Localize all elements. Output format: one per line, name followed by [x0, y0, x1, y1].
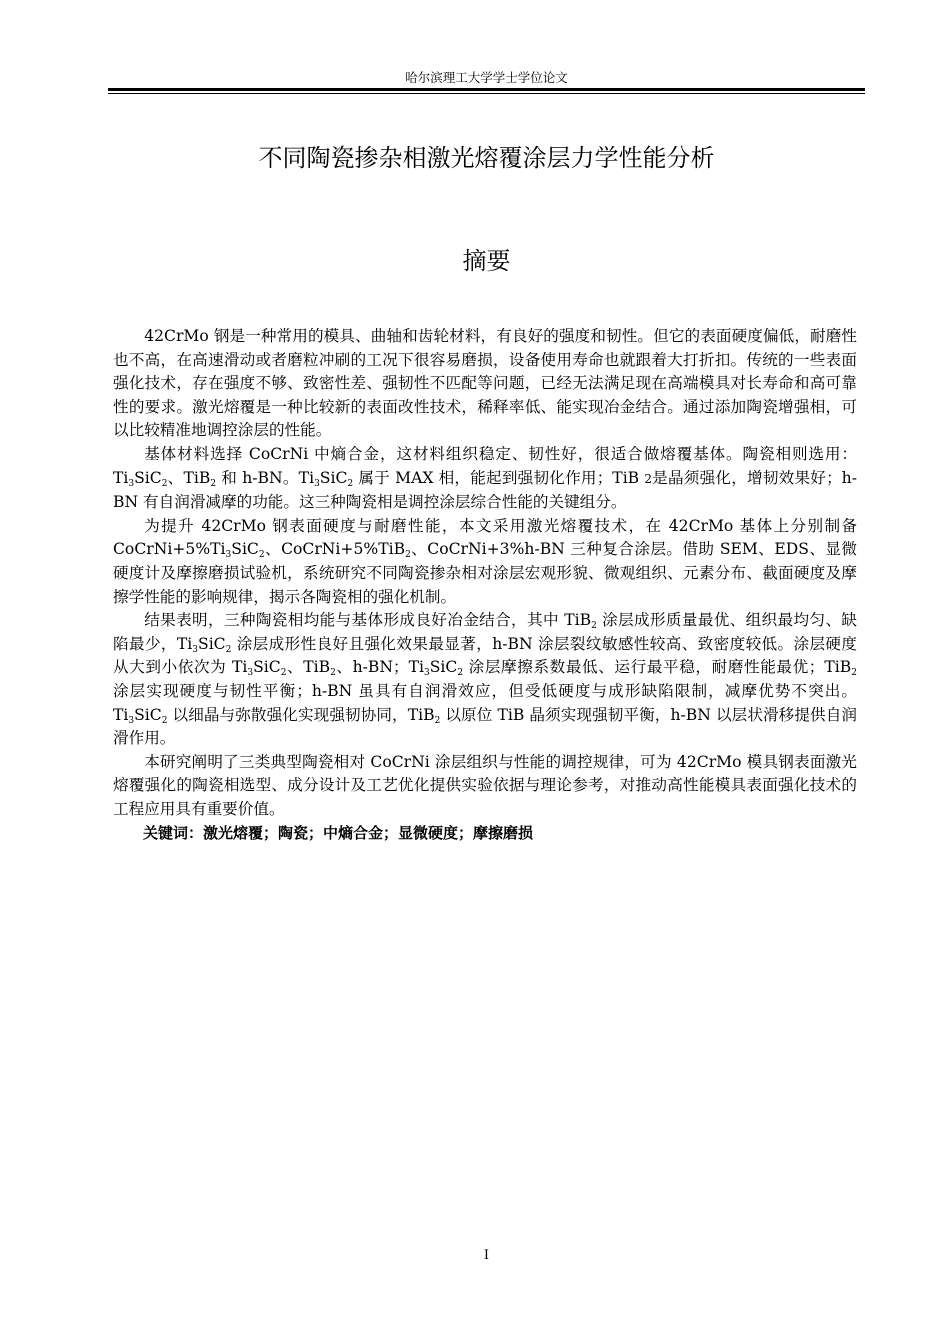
- subscript: 2: [405, 550, 411, 561]
- abstract-paragraph-5: 本研究阐明了三类典型陶瓷相对 CoCrNi 涂层组织与性能的调控规律，可为 42CrMo 模具钢表面激光熔覆强化的陶瓷相选型、成分设计及工艺优化提供实验依据与理论参考，对推动高性能模具表面强化技术的工程应用具有重要价值。: [113, 752, 857, 818]
- p4-text-8: SiC: [429, 658, 458, 677]
- subscript: 2: [161, 715, 168, 726]
- p4-text-6: 、TiB: [286, 658, 331, 677]
- p3-text-2: SiC: [231, 540, 259, 559]
- subscript: 2: [161, 478, 168, 489]
- subscript: 2: [225, 644, 232, 655]
- p3-text-1: 为提升 42CrMo 钢表面硬度与耐磨性能，本文采用激光熔覆技术，在 42CrMo 基体上分别制备 CoCrNi+5%Ti: [113, 516, 857, 559]
- p4-text-1: 结果表明，三种陶瓷相均能与基体形成良好冶金结合，其中 TiB: [144, 611, 592, 630]
- header-rule-thick: [108, 88, 865, 91]
- subscript: 3: [314, 478, 320, 489]
- running-header: 哈尔滨理工大学学士学位论文: [405, 70, 568, 85]
- subscript: 2: [330, 668, 336, 679]
- p2-text-6: 属于 MAX 相，能起到强韧化作用；TiB: [353, 468, 645, 487]
- p2-text-3: 、TiB: [167, 468, 211, 487]
- subscript: 3: [424, 668, 430, 679]
- subscript-inline: 2: [644, 471, 652, 486]
- p2-text-7: 是晶须强化，增韧效果好；h-BN 有自润滑减摩的功能。这三种陶瓷相是调控涂层综合性能的关键组分。: [113, 468, 857, 512]
- subscript: 2: [280, 668, 287, 679]
- subscript: 2: [851, 668, 857, 679]
- subscript: 3: [247, 668, 254, 679]
- subscript: 3: [128, 715, 135, 726]
- page-number: I: [483, 1248, 490, 1263]
- abstract-paragraph-3: [113, 515, 857, 609]
- subscript: 3: [128, 478, 135, 489]
- keywords-line: 关键词：激光熔覆；陶瓷；中熵合金；显微硬度；摩擦磨损: [143, 824, 534, 843]
- subscript: 2: [347, 478, 354, 489]
- p4-text-9: 涂层摩擦系数最低、运行最平稳，耐磨性能最优；TiB: [463, 658, 852, 677]
- subscript: 2: [434, 715, 441, 726]
- subscript: 3: [192, 644, 199, 655]
- header-rule-thin: [108, 93, 865, 94]
- p3-text-4: 、CoCrNi+3%h-BN 三种复合涂层。借助 SEM、EDS、显微硬度计及摩擦磨损试验机，系统研究不同陶瓷掺杂相对涂层宏观形貌、微观组织、元素分布、截面硬度及摩擦学性能的影响规律，揭示各陶瓷相的强化机制。: [113, 540, 857, 606]
- p4-text-12: 以细晶与弥散强化实现强韧协同，TiB: [167, 705, 435, 724]
- thesis-title: 不同陶瓷掺杂相激光熔覆涂层力学性能分析: [258, 144, 715, 172]
- subscript: 3: [225, 550, 232, 561]
- p2-text-5: SiC: [319, 468, 348, 487]
- p4-text-3: SiC: [198, 634, 226, 653]
- p4-text-7: 、h-BN；Ti: [335, 658, 425, 677]
- p4-text-11: SiC: [134, 705, 162, 724]
- subscript: 2: [457, 668, 464, 679]
- p4-text-5: SiC: [253, 658, 281, 677]
- subscript: 2: [258, 550, 265, 561]
- abstract-paragraph-2: [113, 443, 857, 515]
- p2-text-4: 和 h-BN。Ti: [216, 468, 315, 487]
- p4-text-13: 以原位 TiB 晶须实现强韧平衡，h-BN 以层状滑移提供自润滑作用。: [113, 705, 857, 748]
- abstract-body: [113, 325, 857, 845]
- abstract-paragraph-4: [113, 609, 857, 751]
- p4-text-2: 涂层成形质量最优、组织最均匀、缺陷最少，Ti: [113, 611, 857, 653]
- p4-text-10: 涂层实现硬度与韧性平衡；h-BN 虽具有自润滑效应，但受低硬度与成形缺陷限制，减摩优势不突出。Ti: [113, 681, 857, 724]
- subscript: 2: [210, 478, 217, 489]
- p2-text-1: 基体材料选择 CoCrNi 中熵合金，这材料组织稳定、韧性好，很适合做熔覆基体。陶瓷相则选用：Ti: [113, 444, 857, 487]
- p4-text-4: 涂层成形性良好且强化效果最显著，h-BN 涂层裂纹敏感性较高、致密度较低。涂层硬度从大到小依次为 Ti: [113, 634, 857, 677]
- p3-text-3: 、CoCrNi+5%TiB: [264, 540, 406, 559]
- subscript: 2: [591, 621, 597, 632]
- abstract-heading: 摘要: [462, 247, 511, 275]
- abstract-paragraph-1: 42CrMo 钢是一种常用的模具、曲轴和齿轮材料，有良好的强度和韧性。但它的表面硬度偏低，耐磨性也不高，在高速滑动或者磨粒冲刷的工况下很容易磨损，设备使用寿命也就跟着大打折扣。传统的一些表面强化技术，存在强度不够、致密性差、强韧性不匹配等问题，已经无法满足现在高端模具对长寿命和高可靠性的要求。激光熔覆是一种比较新的表面改性技术，稀释率低、能实现冶金结合。通过添加陶瓷增强相，可以比较精准地调控涂层的性能。: [113, 327, 857, 440]
- p2-text-2: SiC: [134, 468, 162, 487]
